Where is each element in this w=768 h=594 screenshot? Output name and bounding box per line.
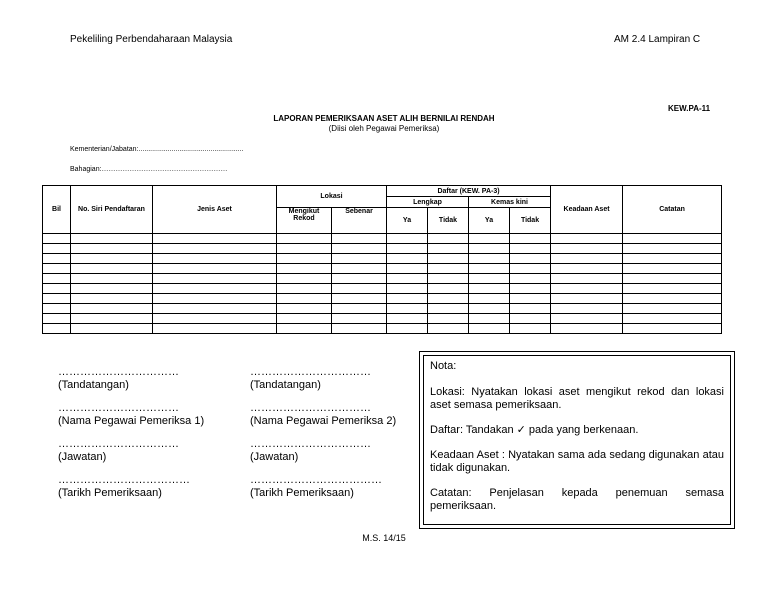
table-cell[interactable]: [332, 284, 387, 294]
table-cell[interactable]: [428, 314, 469, 324]
table-cell[interactable]: [387, 274, 428, 284]
col-keadaan-aset: Keadaan Aset: [551, 186, 623, 234]
jawatan-label: (Jawatan): [58, 451, 107, 463]
col-no-siri: No. Siri Pendaftaran: [71, 186, 153, 234]
nota-daftar-pre: Daftar: Tandakan: [430, 424, 514, 436]
tarikh-label: (Tarikh Pemeriksaan): [58, 487, 162, 499]
table-cell[interactable]: [623, 244, 722, 254]
table-cell[interactable]: [387, 324, 428, 334]
table-cell[interactable]: [387, 284, 428, 294]
table-row: [43, 314, 722, 324]
table-cell[interactable]: [277, 234, 332, 244]
table-cell[interactable]: [43, 274, 71, 284]
page-number: M.S. 14/15: [362, 533, 406, 543]
table-cell[interactable]: [510, 274, 551, 284]
table-cell[interactable]: [551, 234, 623, 244]
table-cell[interactable]: [469, 264, 510, 274]
signature-line: ……………………………: [250, 402, 371, 414]
table-cell[interactable]: [153, 324, 277, 334]
table-cell[interactable]: [277, 254, 332, 264]
table-cell[interactable]: [510, 314, 551, 324]
table-cell[interactable]: [43, 314, 71, 324]
table-cell[interactable]: [153, 234, 277, 244]
table-cell[interactable]: [387, 294, 428, 304]
kementerian-field[interactable]: Kementerian/Jabatan:......................................................: [70, 146, 244, 153]
table-row: [43, 324, 722, 334]
signature-block-2-jawatan[interactable]: [250, 438, 371, 464]
table-cell[interactable]: [71, 294, 153, 304]
table-cell[interactable]: [428, 254, 469, 264]
header-left: Pekeliling Perbendaharaan Malaysia: [70, 34, 233, 45]
table-cell[interactable]: [469, 234, 510, 244]
table-cell[interactable]: [428, 274, 469, 284]
table-cell[interactable]: [387, 304, 428, 314]
signature-line: ……………………………: [250, 438, 371, 450]
col-lengkap-tidak: Tidak: [428, 208, 469, 234]
table-cell[interactable]: [153, 314, 277, 324]
table-cell[interactable]: [71, 284, 153, 294]
table-cell[interactable]: [623, 294, 722, 304]
table-cell[interactable]: [469, 304, 510, 314]
col-jenis-aset: Jenis Aset: [153, 186, 277, 234]
table-cell[interactable]: [510, 294, 551, 304]
table-cell[interactable]: [623, 314, 722, 324]
table-cell[interactable]: [551, 284, 623, 294]
table-row: [43, 294, 722, 304]
table-cell[interactable]: [332, 294, 387, 304]
table-cell[interactable]: [332, 234, 387, 244]
table-row: [43, 244, 722, 254]
table-cell[interactable]: [469, 244, 510, 254]
table-cell[interactable]: [332, 274, 387, 284]
table-cell[interactable]: [332, 254, 387, 264]
table-cell[interactable]: [277, 244, 332, 254]
table-row: [43, 234, 722, 244]
table-cell[interactable]: [623, 264, 722, 274]
table-cell[interactable]: [387, 254, 428, 264]
table-cell[interactable]: [71, 304, 153, 314]
table-row: [43, 264, 722, 274]
nota-daftar: [430, 424, 724, 437]
table-cell[interactable]: [43, 304, 71, 314]
table-cell[interactable]: [277, 304, 332, 314]
signature-block-2-nama[interactable]: [250, 402, 396, 428]
table-cell[interactable]: [153, 304, 277, 314]
signature-block-2-tarikh[interactable]: [250, 474, 382, 500]
table-cell[interactable]: [71, 324, 153, 334]
table-cell[interactable]: [387, 314, 428, 324]
signature-block-1-jawatan[interactable]: [58, 438, 179, 464]
signature-line: ……………………………: [58, 438, 179, 450]
nota-heading: Nota:: [430, 360, 457, 372]
nota-catatan: Catatan: Penjelasan kepada penemuan semasa pemeriksaan.: [430, 487, 724, 512]
table-cell[interactable]: [277, 324, 332, 334]
table-body: [43, 234, 722, 334]
table-cell[interactable]: [43, 294, 71, 304]
table-cell[interactable]: [551, 244, 623, 254]
table-cell[interactable]: [428, 264, 469, 274]
table-cell[interactable]: [428, 284, 469, 294]
table-cell[interactable]: [43, 324, 71, 334]
table-cell[interactable]: [551, 294, 623, 304]
header-right: AM 2.4 Lampiran C: [614, 34, 701, 45]
table-cell[interactable]: [551, 314, 623, 324]
table-cell[interactable]: [387, 264, 428, 274]
table-cell[interactable]: [387, 234, 428, 244]
nama-label: (Nama Pegawai Pemeriksa 1): [58, 415, 205, 427]
table-cell[interactable]: [332, 304, 387, 314]
tarikh-label: (Tarikh Pemeriksaan): [250, 487, 354, 499]
jawatan-label: (Jawatan): [250, 451, 299, 463]
table-cell[interactable]: [332, 314, 387, 324]
table-cell[interactable]: [551, 264, 623, 274]
table-cell[interactable]: [43, 254, 71, 264]
document-subtitle: (Diisi oleh Pegawai Pemeriksa): [328, 124, 440, 133]
table-cell[interactable]: [153, 274, 277, 284]
tick-icon: ✓: [516, 424, 526, 436]
table-cell[interactable]: [428, 324, 469, 334]
table-cell[interactable]: [623, 304, 722, 314]
table-cell[interactable]: [510, 244, 551, 254]
table-cell[interactable]: [277, 294, 332, 304]
table-cell[interactable]: [71, 234, 153, 244]
col-lengkap: Lengkap: [387, 197, 469, 208]
table-cell[interactable]: [153, 284, 277, 294]
signature-block-2-tandatangan[interactable]: [250, 366, 371, 392]
table-cell[interactable]: [332, 324, 387, 334]
nota-keadaan: Keadaan Aset : Nyatakan sama ada sedang digunakan atau tidak digunakan.: [430, 449, 724, 474]
table-cell[interactable]: [623, 324, 722, 334]
col-daftar: Daftar (KEW. PA-3): [387, 186, 551, 197]
table-cell[interactable]: [510, 324, 551, 334]
signature-line: ………………………………: [58, 474, 190, 486]
asset-inspection-table: [42, 185, 722, 334]
table-cell[interactable]: [428, 304, 469, 314]
table-cell[interactable]: [153, 244, 277, 254]
table-cell[interactable]: [469, 274, 510, 284]
col-kemas-kini: Kemas kini: [469, 197, 551, 208]
col-sebenar: Sebenar: [332, 208, 387, 234]
nota-inner: [423, 355, 731, 525]
signature-block-1-tarikh[interactable]: [58, 474, 190, 500]
col-lengkap-ya: Ya: [387, 208, 428, 234]
table-cell[interactable]: [71, 244, 153, 254]
form-code: KEW.PA-11: [668, 104, 711, 113]
table-cell[interactable]: [510, 284, 551, 294]
table-cell[interactable]: [277, 284, 332, 294]
table-cell[interactable]: [277, 274, 332, 284]
table-cell[interactable]: [428, 294, 469, 304]
table-cell[interactable]: [43, 244, 71, 254]
table-row: [43, 304, 722, 314]
table-cell[interactable]: [332, 264, 387, 274]
table-cell[interactable]: [332, 244, 387, 254]
table-cell[interactable]: [510, 234, 551, 244]
table-cell[interactable]: [71, 274, 153, 284]
table-cell[interactable]: [43, 284, 71, 294]
col-catatan: Catatan: [623, 186, 722, 234]
table-row: [43, 274, 722, 284]
nota-box: [419, 351, 735, 529]
table-cell[interactable]: [469, 284, 510, 294]
table-row: [43, 284, 722, 294]
table-cell[interactable]: [43, 234, 71, 244]
table-cell[interactable]: [551, 274, 623, 284]
table-cell[interactable]: [153, 294, 277, 304]
nota-lokasi: Lokasi: Nyatakan lokasi aset mengikut rekod dan lokasi aset semasa pemeriksaan.: [430, 386, 724, 411]
tandatangan-label: (Tandatangan): [58, 379, 129, 391]
table-cell[interactable]: [469, 324, 510, 334]
signature-block-1-tandatangan[interactable]: [58, 366, 179, 392]
col-lokasi: Lokasi: [277, 186, 387, 208]
signature-line: ………………………………: [250, 474, 382, 486]
nota-daftar-post: pada yang berkenaan.: [525, 424, 639, 436]
signature-line: ……………………………: [58, 402, 179, 414]
table-cell[interactable]: [551, 254, 623, 264]
table-cell[interactable]: [71, 264, 153, 274]
col-mengikut-rekod: Mengikut Rekod: [277, 208, 332, 234]
table-cell[interactable]: [623, 284, 722, 294]
table-cell[interactable]: [153, 254, 277, 264]
table-cell[interactable]: [510, 254, 551, 264]
table-cell[interactable]: [469, 294, 510, 304]
signature-block-1-nama[interactable]: [58, 402, 204, 428]
document-title: LAPORAN PEMERIKSAAN ASET ALIH BERNILAI RENDAH: [273, 114, 495, 123]
table-row: [43, 254, 722, 264]
table-cell[interactable]: [428, 244, 469, 254]
table-cell[interactable]: [623, 274, 722, 284]
bahagian-field[interactable]: Bahagian:………………………………………………: [70, 166, 228, 173]
signature-line: ……………………………: [58, 366, 179, 378]
table-cell[interactable]: [469, 314, 510, 324]
table-cell[interactable]: [277, 314, 332, 324]
table-cell[interactable]: [551, 304, 623, 314]
table-cell[interactable]: [469, 254, 510, 264]
table-cell[interactable]: [623, 234, 722, 244]
table-cell[interactable]: [623, 254, 722, 264]
table-cell[interactable]: [71, 314, 153, 324]
col-kemaskini-ya: Ya: [469, 208, 510, 234]
signature-line: ……………………………: [250, 366, 371, 378]
table-cell[interactable]: [153, 264, 277, 274]
tandatangan-label: (Tandatangan): [250, 379, 321, 391]
table-cell[interactable]: [510, 264, 551, 274]
nama-label: (Nama Pegawai Pemeriksa 2): [250, 415, 397, 427]
table-cell[interactable]: [43, 264, 71, 274]
col-bil: Bil: [43, 186, 71, 234]
col-kemaskini-tidak: Tidak: [510, 208, 551, 234]
table-cell[interactable]: [387, 244, 428, 254]
table-cell[interactable]: [71, 254, 153, 264]
table-cell[interactable]: [551, 324, 623, 334]
table-cell[interactable]: [277, 264, 332, 274]
table-cell[interactable]: [510, 304, 551, 314]
table-cell[interactable]: [428, 234, 469, 244]
